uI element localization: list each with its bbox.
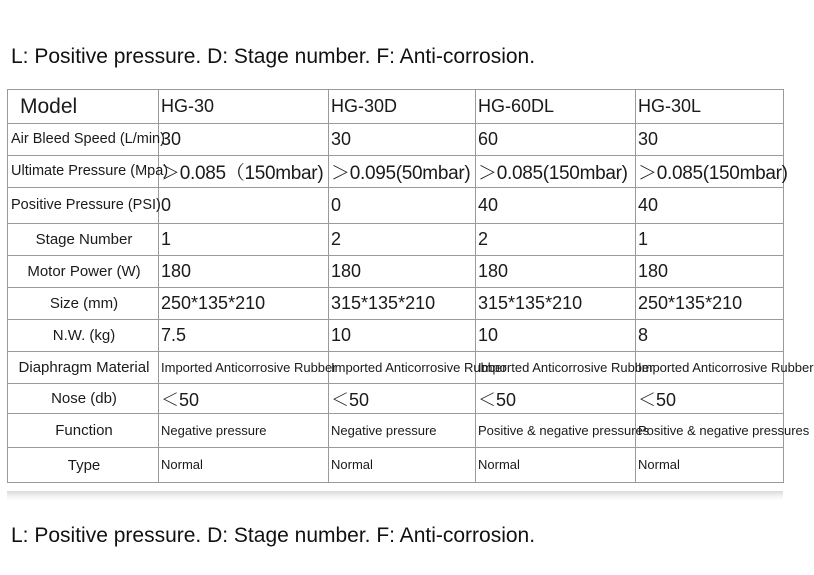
row-label: Diaphragm Material [8,352,159,384]
cell-value: ＞0.085(150mbar) [636,156,784,188]
row-label: Ultimate Pressure (Mpa) [8,156,159,188]
model-name: HG-60DL [476,90,636,124]
table-row [8,384,784,414]
cell-value: Negative pressure [159,414,329,448]
legend-note-top: L: Positive pressure. D: Stage number. F: Anti-corrosion. [11,45,536,68]
model-name: HG-30D [329,90,476,124]
cell-value: 40 [636,188,784,224]
cell-value: Normal [476,448,636,483]
row-label: Type [8,448,159,483]
cell-value: 250*135*210 [159,288,329,320]
row-label: Size (mm) [8,288,159,320]
cell-value: ＜50 [159,384,329,414]
cell-value: ＞0.085（150mbar) [159,156,329,188]
row-label: N.W. (kg) [8,320,159,352]
row-label: Function [8,414,159,448]
cell-value: 30 [329,124,476,156]
cell-value: ＜50 [636,384,784,414]
table-row [8,288,784,320]
table-row [8,352,784,384]
table-row [8,448,784,483]
cell-value: 0 [329,188,476,224]
cell-value: Normal [329,448,476,483]
cell-value: Negative pressure [329,414,476,448]
cell-value: Imported Anticorrosive Rubber [159,352,329,384]
cell-value: ＜50 [476,384,636,414]
row-label: Nose (db) [8,384,159,414]
header-row [8,90,784,124]
cell-value: Positive & negative pressures [476,414,636,448]
cell-value: 10 [329,320,476,352]
model-name: HG-30L [636,90,784,124]
table-row [8,188,784,224]
cell-value: 250*135*210 [636,288,784,320]
cell-value: 30 [636,124,784,156]
cell-value: 10 [476,320,636,352]
cell-value: 30 [159,124,329,156]
cell-value: 180 [329,256,476,288]
table-row [8,124,784,156]
cell-value: 2 [329,224,476,256]
cell-value: Imported Anticorrosive Rubber [636,352,784,384]
table-row [8,256,784,288]
cell-value: Imported Anticorrosive Rubber [329,352,476,384]
spec-table [7,89,814,483]
cell-value: 7.5 [159,320,329,352]
cell-value: 0 [159,188,329,224]
cell-value: 180 [159,256,329,288]
legend-note-bottom: L: Positive pressure. D: Stage number. F: Anti-corrosion. [11,524,536,547]
cell-value: ＜50 [329,384,476,414]
row-label: Motor Power (W) [8,256,159,288]
cell-value: 315*135*210 [329,288,476,320]
table-row [8,156,784,188]
row-label: Air Bleed Speed (L/min) [8,124,159,156]
row-label: Stage Number [8,224,159,256]
cell-value: 2 [476,224,636,256]
cell-value: 60 [476,124,636,156]
cell-value: 40 [476,188,636,224]
cell-value: Imported Anticorrosive Rubber [476,352,636,384]
cell-value: 180 [636,256,784,288]
cell-value: Normal [636,448,784,483]
cell-value: ＞0.085(150mbar) [476,156,636,188]
cell-value: 315*135*210 [476,288,636,320]
cell-value: 1 [636,224,784,256]
cell-value: 180 [476,256,636,288]
cell-value: 8 [636,320,784,352]
cell-value: Normal [159,448,329,483]
cell-value: Positive & negative pressures [636,414,784,448]
model-name: HG-30 [159,90,329,124]
cell-value: 1 [159,224,329,256]
model-header: Model [8,90,159,124]
table-shadow-divider [7,491,783,500]
table-row [8,414,784,448]
row-label: Positive Pressure (PSI) [8,188,159,224]
table-row [8,224,784,256]
table-row [8,320,784,352]
cell-value: ＞0.095(50mbar) [329,156,476,188]
